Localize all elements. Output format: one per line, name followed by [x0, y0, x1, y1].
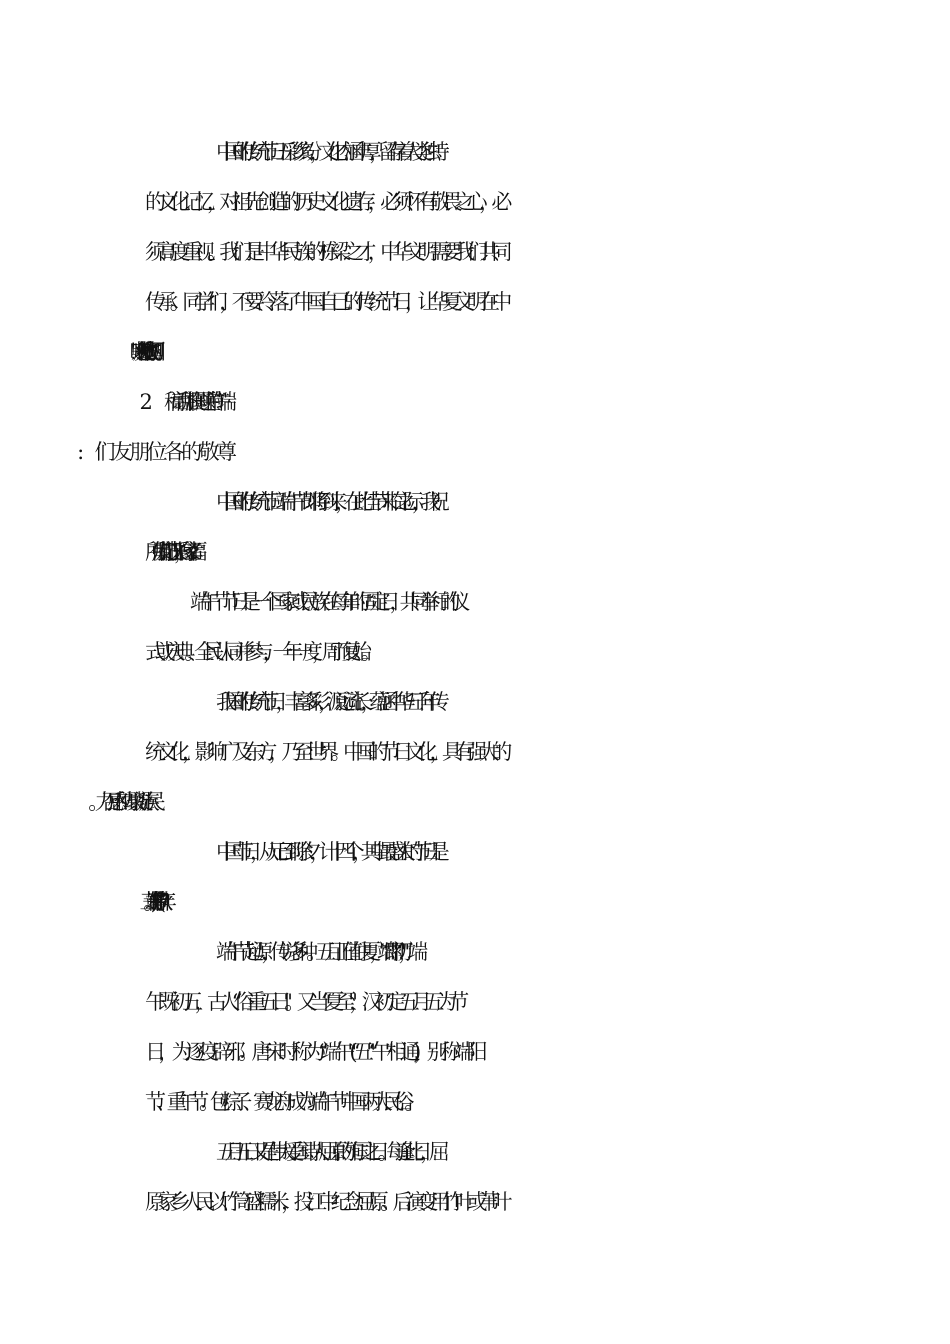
- paragraph-line: 统文化，影响广及东方，乃至世界。中国的节日文化，具有强大的: [145, 740, 504, 764]
- paragraph-line: 端午节节日是一个国家或民族在每年的固定日，共同举行的仪: [190, 590, 460, 614]
- paragraph-line: 所有朋友们节日快乐，合家幸福！: [145, 540, 193, 564]
- paragraph-line: 原家乡人民以竹筒盛糯米，投江中纪念屈原。后演变用竹叶或苇叶: [145, 1190, 504, 1214]
- paragraph-line: [145, 787, 950, 817]
- paragraph-line: 中国的传统节日端午节即将到来，在此佳节来临之际，我祝: [216, 490, 438, 514]
- paragraph-line: 午既初五，古人“俗重五日"。又当“夏至"，汉初定五月五为节: [145, 990, 461, 1014]
- paragraph-line: 的文化记忆，对祖先创造的历史文化遗存，必须怀有敬畏之心，必: [145, 190, 504, 214]
- salutation-line: [216, 437, 950, 467]
- paragraph-line: 中国节日，从元日到除夕，计十四个，其中最盛大的节日是: [216, 840, 438, 864]
- paragraph-line: 日，为逐疫辟邪。唐宋时称为“端午"(“五"“午"相通)，别称端阳: [145, 1040, 480, 1064]
- paragraph-line: 五月五日又是伟大爱国诗人屈原的殉国之日。每逢此日，屈: [216, 1140, 438, 1164]
- paragraph-line: 端午节起源，传说多种。五月正值仲夏，“端"即“初"，端: [216, 940, 417, 964]
- paragraph-line: 中国的传统节日五彩缤纷，文化内涵丰厚，留存着人类独特: [216, 140, 438, 164]
- paragraph-line: [145, 337, 950, 367]
- paragraph-line: 式或庆典。全民认同并参与，一年一度，周而复始。: [145, 640, 371, 664]
- section-heading: [216, 387, 950, 417]
- paragraph-line: 节、重午节。包粽子、赛龙舟成为端午节中国两大民俗。: [145, 1090, 415, 1114]
- paragraph-line: 我国的传统节日，丰富多彩，源远流长，蕴涵中华五千年传: [216, 690, 438, 714]
- paragraph-line: 传承。同学们，不要冷落了中国自己的传统节日，让华夏文明在中: [145, 290, 504, 314]
- paragraph-line: 须高度重视。我们是中华民族的栋梁之才，中华文明需要我们共同: [145, 240, 504, 264]
- paragraph-line: 端午、中秋、年(春节)三节。: [145, 890, 146, 914]
